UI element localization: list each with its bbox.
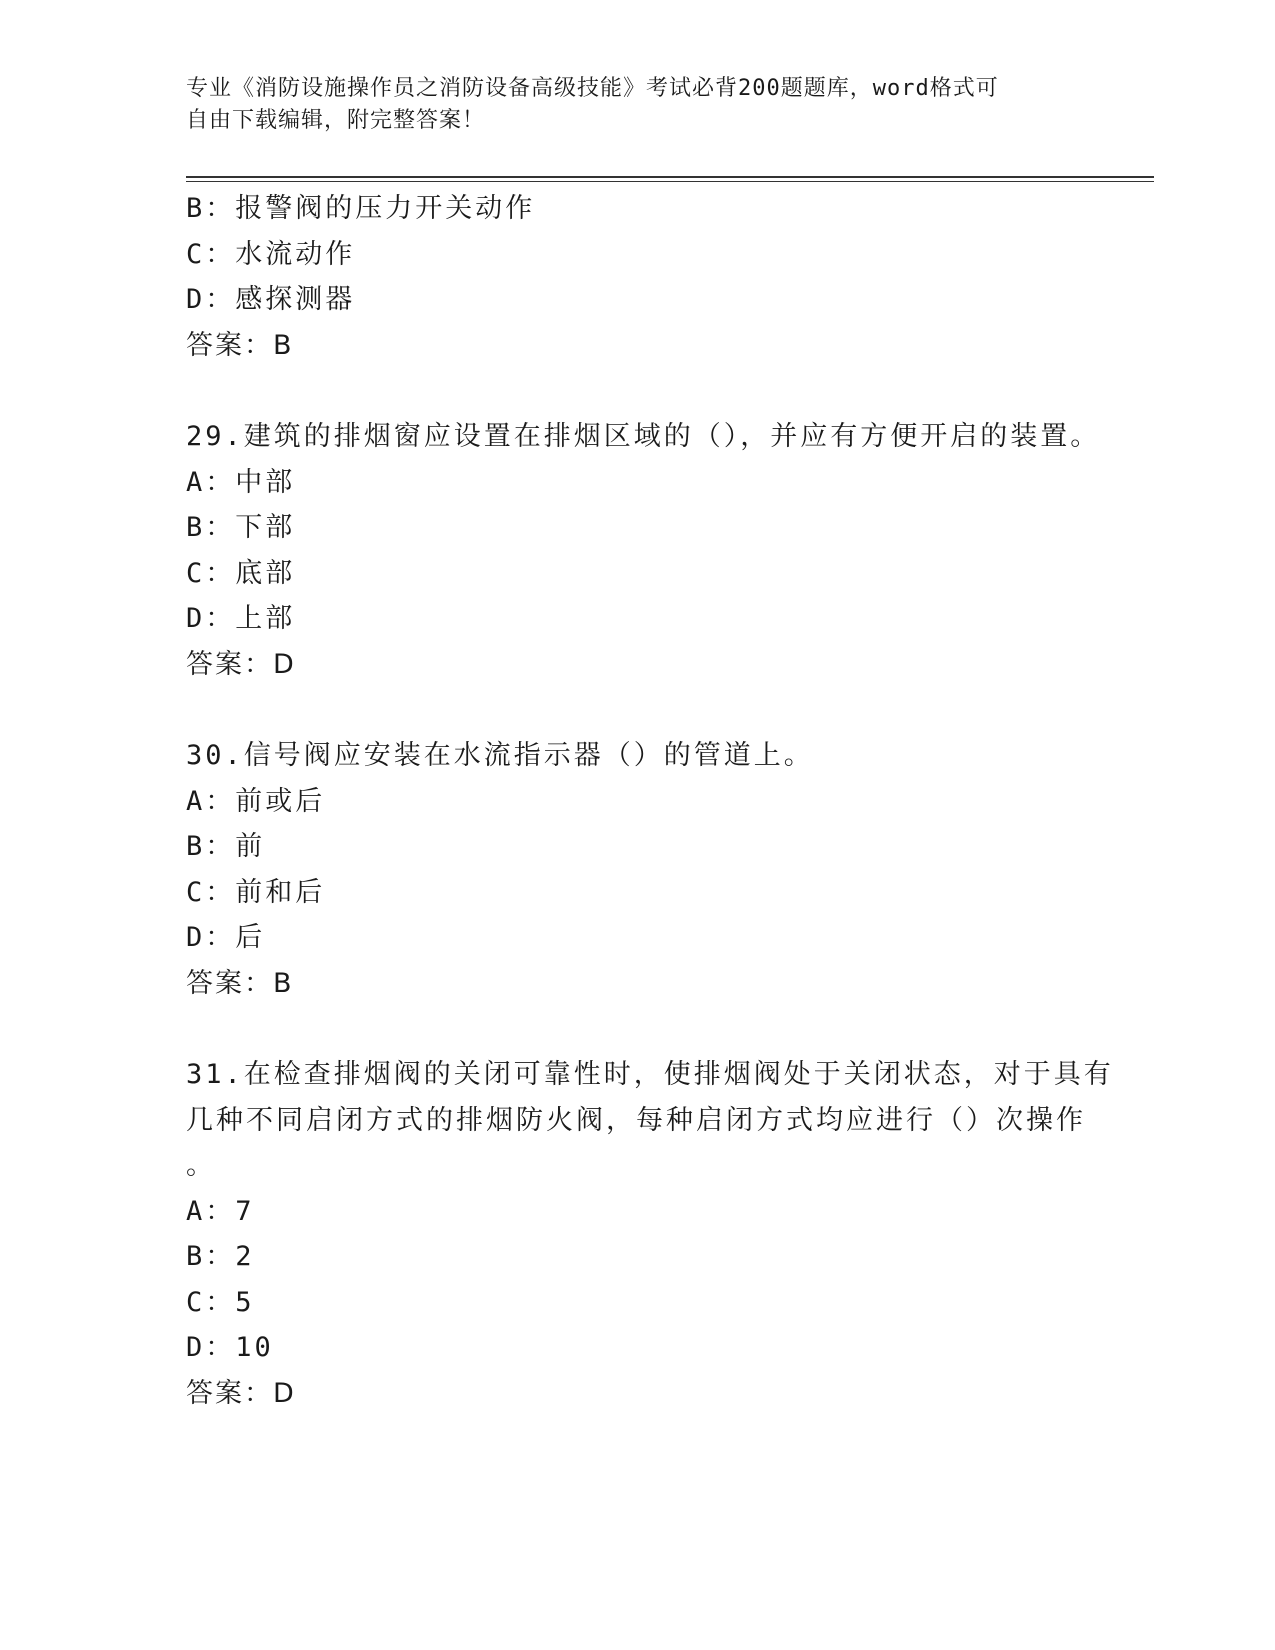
option-c: C：5	[186, 1286, 255, 1318]
option-a: A：前或后	[186, 785, 326, 817]
question-block-31	[186, 1052, 1114, 1416]
question-text: 29.建筑的排烟窗应设置在排烟区域的（），并应有方便开启的装置。	[186, 421, 1101, 452]
option-c: C：底部	[186, 557, 296, 589]
question-text-line-1: 31.在检查排烟阀的关闭可靠性时，使排烟阀处于关闭状态，对于具有	[186, 1059, 1114, 1090]
header-line-1: 专业《消防设施操作员之消防设备高级技能》考试必背200题题库，word格式可	[186, 76, 999, 101]
option-d: D：后	[186, 922, 266, 953]
answer: 答案：B	[186, 967, 294, 999]
answer: 答案：B	[186, 329, 294, 361]
option-b: B：报警阀的压力开关动作	[186, 193, 536, 224]
answer: 答案：D	[186, 1377, 296, 1409]
header-divider-thin	[186, 181, 1154, 182]
document-header	[186, 73, 1066, 137]
answer: 答案：D	[186, 648, 296, 680]
option-d: D：10	[186, 1332, 274, 1363]
question-text-line-3: 。	[186, 1150, 216, 1181]
question-text-line-2: 几种不同启闭方式的排烟防火阀，每种启闭方式均应进行（）次操作	[186, 1104, 1086, 1136]
header-line-2: 自由下载编辑，附完整答案！	[186, 108, 486, 133]
question-block-28	[186, 186, 1066, 368]
question-text: 30.信号阀应安装在水流指示器（）的管道上。	[186, 740, 814, 771]
header-divider-thick	[186, 176, 1154, 178]
option-a: A：中部	[186, 466, 296, 498]
option-c: C：前和后	[186, 876, 326, 908]
question-list	[186, 186, 1114, 1416]
option-d: D：上部	[186, 603, 296, 634]
option-c: C：水流动作	[186, 238, 356, 270]
option-b: B：下部	[186, 512, 296, 543]
option-d: D：感探测器	[186, 284, 356, 315]
option-b: B：2	[186, 1241, 255, 1272]
option-b: B：前	[186, 831, 266, 862]
question-block-29	[186, 414, 1101, 687]
question-block-30	[186, 733, 1066, 1006]
option-a: A：7	[186, 1195, 255, 1227]
